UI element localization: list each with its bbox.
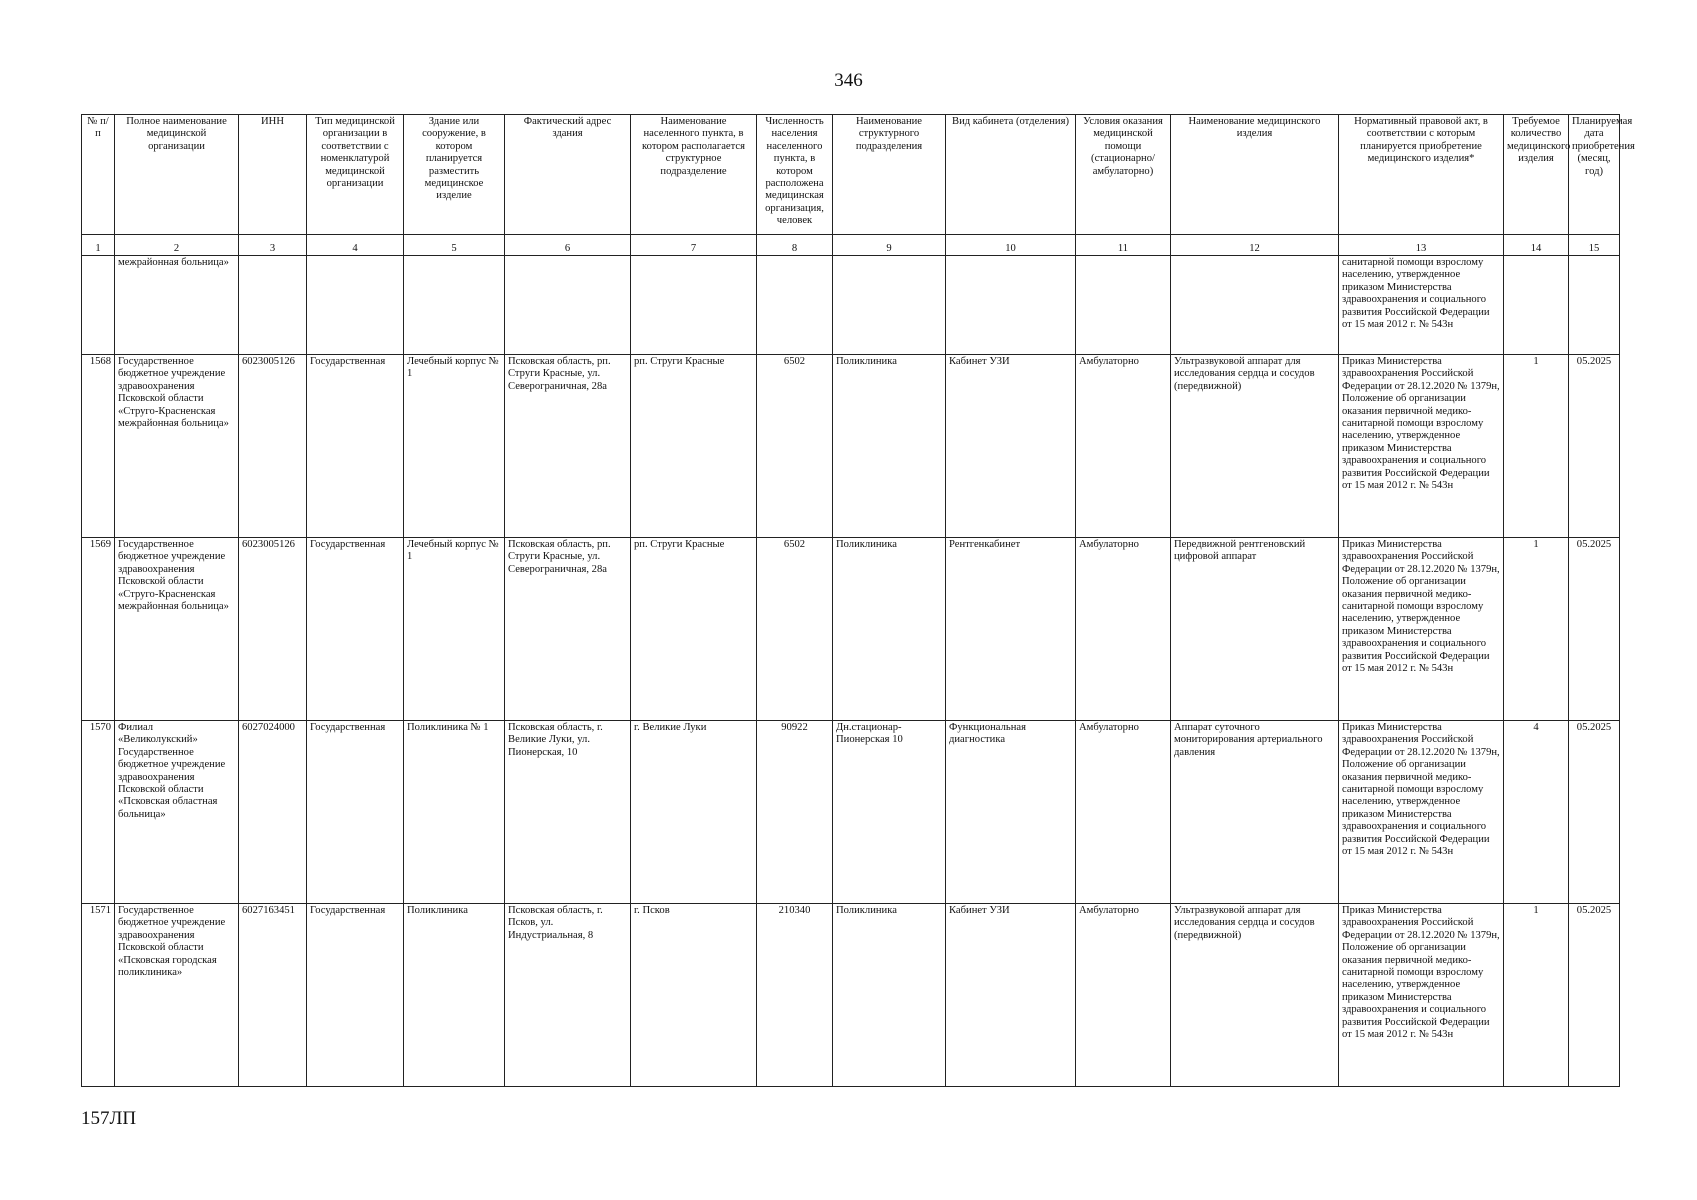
column-number: 8 bbox=[757, 235, 833, 256]
column-number: 15 bbox=[1569, 235, 1620, 256]
cell-building: Лечебный корпус № 1 bbox=[404, 355, 505, 538]
header-cell: Наименование населенного пункта, в котором располагается структурное подразделение bbox=[631, 115, 757, 235]
column-number: 9 bbox=[833, 235, 946, 256]
cell-qty: 4 bbox=[1504, 721, 1569, 904]
table-row bbox=[82, 355, 1620, 538]
cell-device: Передвижной рентгеновский цифровой аппарат bbox=[1171, 538, 1339, 721]
column-number: 5 bbox=[404, 235, 505, 256]
header-row bbox=[82, 115, 1620, 235]
cell-building: Поликлиника № 1 bbox=[404, 721, 505, 904]
cell-device: Аппарат суточного мониторирования артериального давления bbox=[1171, 721, 1339, 904]
cell-conditions: Амбулаторно bbox=[1076, 904, 1171, 1087]
cell-population: 210340 bbox=[757, 904, 833, 1087]
cell-type: Государственная bbox=[307, 904, 404, 1087]
cell-cabinet: Рентгенкабинет bbox=[946, 538, 1076, 721]
cell-conditions: Амбулаторно bbox=[1076, 355, 1171, 538]
cell-conditions: Амбулаторно bbox=[1076, 721, 1171, 904]
cell-date bbox=[1569, 256, 1620, 355]
header-cell: № п/п bbox=[82, 115, 115, 235]
header-cell: Наименование медицинского изделия bbox=[1171, 115, 1339, 235]
cell-conditions bbox=[1076, 256, 1171, 355]
cell-locality: рп. Струги Красные bbox=[631, 355, 757, 538]
cell-population: 6502 bbox=[757, 538, 833, 721]
column-number: 6 bbox=[505, 235, 631, 256]
cell-num: 1569 bbox=[82, 538, 115, 721]
column-number: 12 bbox=[1171, 235, 1339, 256]
cell-act: Приказ Министерства здравоохранения Российской Федерации от 28.12.2020 № 1379н, Положение об организации оказания первичной медико-санитарной помощи взрослому населению, утвержденное приказом Министерства здравоохранения и социального развития Российской Федерации от 15 мая 2012 г. № 543н bbox=[1339, 721, 1504, 904]
header-cell: Полное наименование медицинской организации bbox=[115, 115, 239, 235]
cell-unit: Поликлиника bbox=[833, 538, 946, 721]
column-number: 11 bbox=[1076, 235, 1171, 256]
cell-cabinet: Функциональная диагностика bbox=[946, 721, 1076, 904]
cell-qty: 1 bbox=[1504, 904, 1569, 1087]
page-number: 346 bbox=[834, 70, 863, 91]
header-cell: Здание или сооружение, в котором планируется разместить медицинское изделие bbox=[404, 115, 505, 235]
medical-devices-table bbox=[81, 114, 1635, 1087]
continuation-row bbox=[82, 256, 1620, 355]
cell-qty: 1 bbox=[1504, 355, 1569, 538]
cell-inn: 6027024000 bbox=[239, 721, 307, 904]
cell-type: Государственная bbox=[307, 355, 404, 538]
cell-building: Лечебный корпус № 1 bbox=[404, 538, 505, 721]
cell-inn bbox=[239, 256, 307, 355]
cell-unit bbox=[833, 256, 946, 355]
table-row bbox=[82, 538, 1620, 721]
cell-date: 05.2025 bbox=[1569, 721, 1620, 904]
cell-population: 90922 bbox=[757, 721, 833, 904]
cell-cabinet: Кабинет УЗИ bbox=[946, 904, 1076, 1087]
cell-inn: 6027163451 bbox=[239, 904, 307, 1087]
cell-org: Государственное бюджетное учреждение здравоохранения Псковской области «Струго-Красненская межрайонная больница» bbox=[115, 355, 239, 538]
cell-org: Государственное бюджетное учреждение здравоохранения Псковской области «Псковская городская поликлиника» bbox=[115, 904, 239, 1087]
footer-code: 157ЛП bbox=[81, 1108, 137, 1129]
header-cell: Тип медицинской организации в соответствии с номенклатурой медицинской организации bbox=[307, 115, 404, 235]
cell-num: 1571 bbox=[82, 904, 115, 1087]
cell-address: Псковская область, г. Великие Луки, ул. Пионерская, 10 bbox=[505, 721, 631, 904]
cell-date: 05.2025 bbox=[1569, 355, 1620, 538]
cell-num: 1568 bbox=[82, 355, 115, 538]
column-number-row bbox=[82, 235, 1620, 256]
column-number: 4 bbox=[307, 235, 404, 256]
cell-address: Псковская область, г. Псков, ул. Индустриальная, 8 bbox=[505, 904, 631, 1087]
cell-locality: рп. Струги Красные bbox=[631, 538, 757, 721]
header-cell: Наименование структурного подразделения bbox=[833, 115, 946, 235]
column-number: 7 bbox=[631, 235, 757, 256]
cell-cabinet: Кабинет УЗИ bbox=[946, 355, 1076, 538]
cell-population bbox=[757, 256, 833, 355]
cell-act: Приказ Министерства здравоохранения Российской Федерации от 28.12.2020 № 1379н, Положение об организации оказания первичной медико-санитарной помощи взрослому населению, утвержденное приказом Министерства здравоохранения и социального развития Российской Федерации от 15 мая 2012 г. № 543н bbox=[1339, 904, 1504, 1087]
cell-org: Государственное бюджетное учреждение здравоохранения Псковской области «Струго-Красненская межрайонная больница» bbox=[115, 538, 239, 721]
cell-address: Псковская область, рп. Струги Красные, ул. Северограничная, 28а bbox=[505, 538, 631, 721]
header-cell: Численность населения населенного пункта, в котором расположена медицинская организация, человек bbox=[757, 115, 833, 235]
cell-device: Ультразвуковой аппарат для исследования сердца и сосудов (передвижной) bbox=[1171, 355, 1339, 538]
header-cell: Требуемое количество медицинского изделия bbox=[1504, 115, 1569, 235]
column-number: 14 bbox=[1504, 235, 1569, 256]
cell-device bbox=[1171, 256, 1339, 355]
cell-device: Ультразвуковой аппарат для исследования сердца и сосудов (передвижной) bbox=[1171, 904, 1339, 1087]
cell-act: Приказ Министерства здравоохранения Российской Федерации от 28.12.2020 № 1379н, Положение об организации оказания первичной медико-санитарной помощи взрослому населению, утвержденное приказом Министерства здравоохранения и социального развития Российской Федерации от 15 мая 2012 г. № 543н bbox=[1339, 538, 1504, 721]
cell-unit: Поликлиника bbox=[833, 355, 946, 538]
cell-inn: 6023005126 bbox=[239, 538, 307, 721]
cell-population: 6502 bbox=[757, 355, 833, 538]
table-row bbox=[82, 904, 1620, 1087]
cell-locality: г. Псков bbox=[631, 904, 757, 1087]
cell-act: санитарной помощи взрослому населению, утвержденное приказом Министерства здравоохранения и социального развития Российской Федерации от 15 мая 2012 г. № 543н bbox=[1339, 256, 1504, 355]
cell-cabinet bbox=[946, 256, 1076, 355]
cell-conditions: Амбулаторно bbox=[1076, 538, 1171, 721]
header-cell: Фактический адрес здания bbox=[505, 115, 631, 235]
cell-type: Государственная bbox=[307, 538, 404, 721]
cell-building bbox=[404, 256, 505, 355]
cell-org: межрайонная больница» bbox=[115, 256, 239, 355]
cell-org: Филиал «Великолукский» Государственное бюджетное учреждение здравоохранения Псковской области «Псковская областная больница» bbox=[115, 721, 239, 904]
cell-locality: г. Великие Луки bbox=[631, 721, 757, 904]
cell-type bbox=[307, 256, 404, 355]
header-cell: Условия оказания медицинской помощи (стационарно/ амбулаторно) bbox=[1076, 115, 1171, 235]
cell-building: Поликлиника bbox=[404, 904, 505, 1087]
column-number: 13 bbox=[1339, 235, 1504, 256]
cell-inn: 6023005126 bbox=[239, 355, 307, 538]
header-cell: Планируемая дата приобретения (месяц, год) bbox=[1569, 115, 1620, 235]
cell-date: 05.2025 bbox=[1569, 538, 1620, 721]
cell-address: Псковская область, рп. Струги Красные, ул. Северограничная, 28а bbox=[505, 355, 631, 538]
header-cell: Вид кабинета (отделения) bbox=[946, 115, 1076, 235]
cell-num bbox=[82, 256, 115, 355]
column-number: 1 bbox=[82, 235, 115, 256]
cell-qty: 1 bbox=[1504, 538, 1569, 721]
cell-unit: Дн.стационар-Пионерская 10 bbox=[833, 721, 946, 904]
column-number: 2 bbox=[115, 235, 239, 256]
column-number: 3 bbox=[239, 235, 307, 256]
cell-num: 1570 bbox=[82, 721, 115, 904]
cell-unit: Поликлиника bbox=[833, 904, 946, 1087]
cell-date: 05.2025 bbox=[1569, 904, 1620, 1087]
table-row bbox=[82, 721, 1620, 904]
cell-type: Государственная bbox=[307, 721, 404, 904]
cell-act: Приказ Министерства здравоохранения Российской Федерации от 28.12.2020 № 1379н, Положение об организации оказания первичной медико-санитарной помощи взрослому населению, утвержденное приказом Министерства здравоохранения и социального развития Российской Федерации от 15 мая 2012 г. № 543н bbox=[1339, 355, 1504, 538]
header-cell: ИНН bbox=[239, 115, 307, 235]
cell-address bbox=[505, 256, 631, 355]
column-number: 10 bbox=[946, 235, 1076, 256]
cell-locality bbox=[631, 256, 757, 355]
cell-qty bbox=[1504, 256, 1569, 355]
header-cell: Нормативный правовой акт, в соответствии с которым планируется приобретение медицинского изделия* bbox=[1339, 115, 1504, 235]
